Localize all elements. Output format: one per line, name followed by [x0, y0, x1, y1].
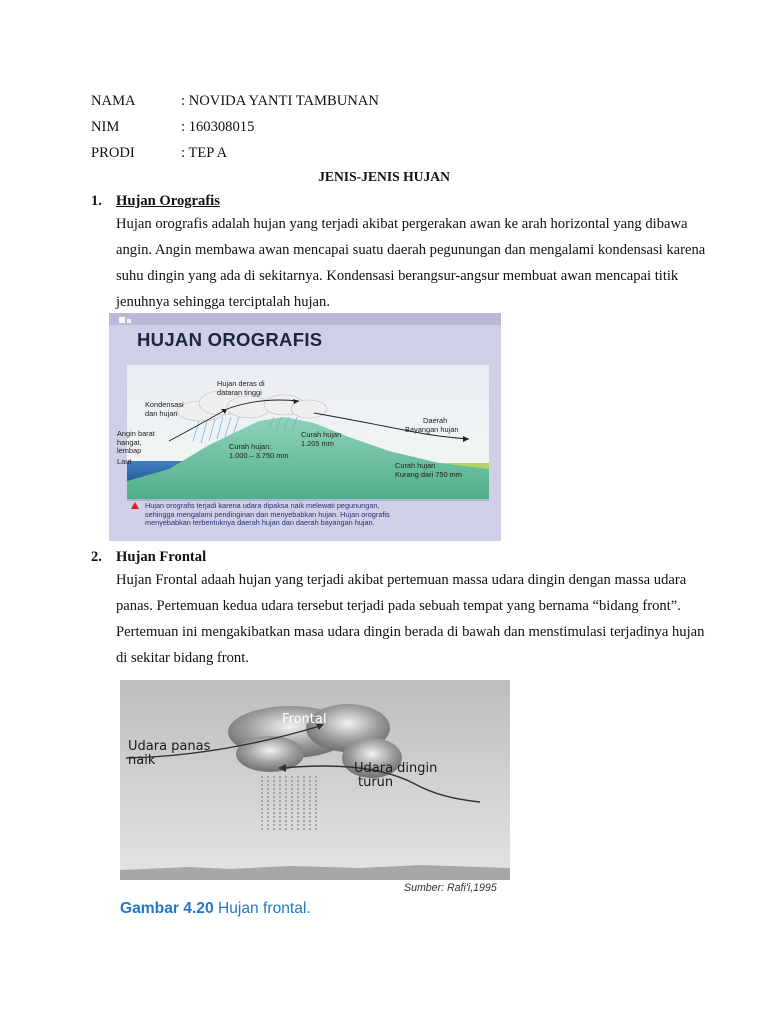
header-value-nama: : NOVIDA YANTI TAMBUNAN	[181, 93, 379, 109]
section-1-number: 1.	[91, 193, 102, 209]
orografis-figure-title: HUJAN OROGRAFIS	[137, 329, 323, 350]
section-2-number: 2.	[91, 549, 102, 565]
frontal-caption	[120, 900, 311, 918]
label-angin: Angin barat hangat, lembap	[117, 429, 155, 456]
header-label-nim: NIM	[91, 119, 120, 135]
frontal-figure	[120, 680, 510, 880]
orografis-figure	[109, 313, 501, 541]
section-1-paragraph	[116, 211, 706, 315]
label-laut: Laut	[117, 457, 132, 466]
label-curah-hujan-1: Curah hujan: 1.000 – 3.750 mm	[229, 442, 289, 460]
section-1-line-3: suhu dingin yang ada di sekitarnya. Kondensasi berangsur-angsur membuat awan mencapai titik	[116, 268, 679, 284]
section-2-line-4: di sekitar bidang front.	[116, 650, 249, 666]
label-bayangan-hujan: Daerah Bayangan hujan	[405, 416, 459, 434]
header-label-nama: NAMA	[91, 93, 136, 109]
orografis-note: Hujan orografis terjadi karena udara dipaksa naik melewati pegunungan, sehingga mengalami pendinginan dan menyebabkan hujan. Hujan orografis menyebabkan terbentuknya daerah hujan dan daerah bayangan hujan.	[145, 501, 390, 528]
label-kondensasi: Kondensasi dan hujan	[145, 400, 184, 418]
header-value-prodi: : TEP A	[181, 145, 228, 161]
section-2-line-3: Pertemuan ini mengakibatkan masa udara dingin berada di bawah dan menstimulasi terjadinya hujan	[116, 624, 705, 640]
document-title: JENIS-JENIS HUJAN	[318, 169, 450, 184]
section-2-line-2: panas. Pertemuan kedua udara tersebut terjadi pada sebuah tempat yang bernama “bidang front”.	[116, 598, 681, 614]
section-1-line-2: angin. Angin membawa awan mencapai suatu daerah pegunungan dan mengalami kondensasi karena	[116, 242, 706, 258]
header-label-prodi: PRODI	[91, 145, 135, 161]
section-2-heading: Hujan Frontal	[116, 549, 207, 565]
section-2-paragraph	[116, 567, 705, 671]
frontal-caption-text: Hujan frontal.	[217, 900, 311, 917]
section-1-line-4: jenuhnya sehingga terciptalah hujan.	[116, 294, 330, 310]
label-curah-hujan-3: Curah hujan Kurang dari 750 mm	[395, 461, 462, 479]
label-udara-dingin: Udara dingin turun	[354, 761, 438, 790]
frontal-caption-number: Gambar 4.20	[120, 900, 214, 917]
section-2-line-1: Hujan Frontal adaah hujan yang terjadi akibat pertemuan massa udara dingin dengan massa udara	[116, 572, 687, 588]
header-value-nim: : 160308015	[181, 119, 255, 135]
frontal-source: Sumber: Rafi'i,1995	[404, 882, 497, 894]
label-frontal: Frontal	[282, 712, 327, 727]
section-1-line-1: Hujan orografis adalah hujan yang terjadi akibat pergerakan awan ke arah horizontal yang dibawa	[116, 216, 688, 232]
frontal-illustration	[120, 680, 510, 880]
label-hujan-deras: Hujan deras di dataran tinggi	[217, 379, 265, 397]
label-udara-panas: Udara panas naik	[128, 739, 211, 768]
label-curah-hujan-2: Curah hujan 1.205 mm	[301, 430, 342, 448]
section-1-heading: Hujan Orografis	[116, 193, 220, 209]
